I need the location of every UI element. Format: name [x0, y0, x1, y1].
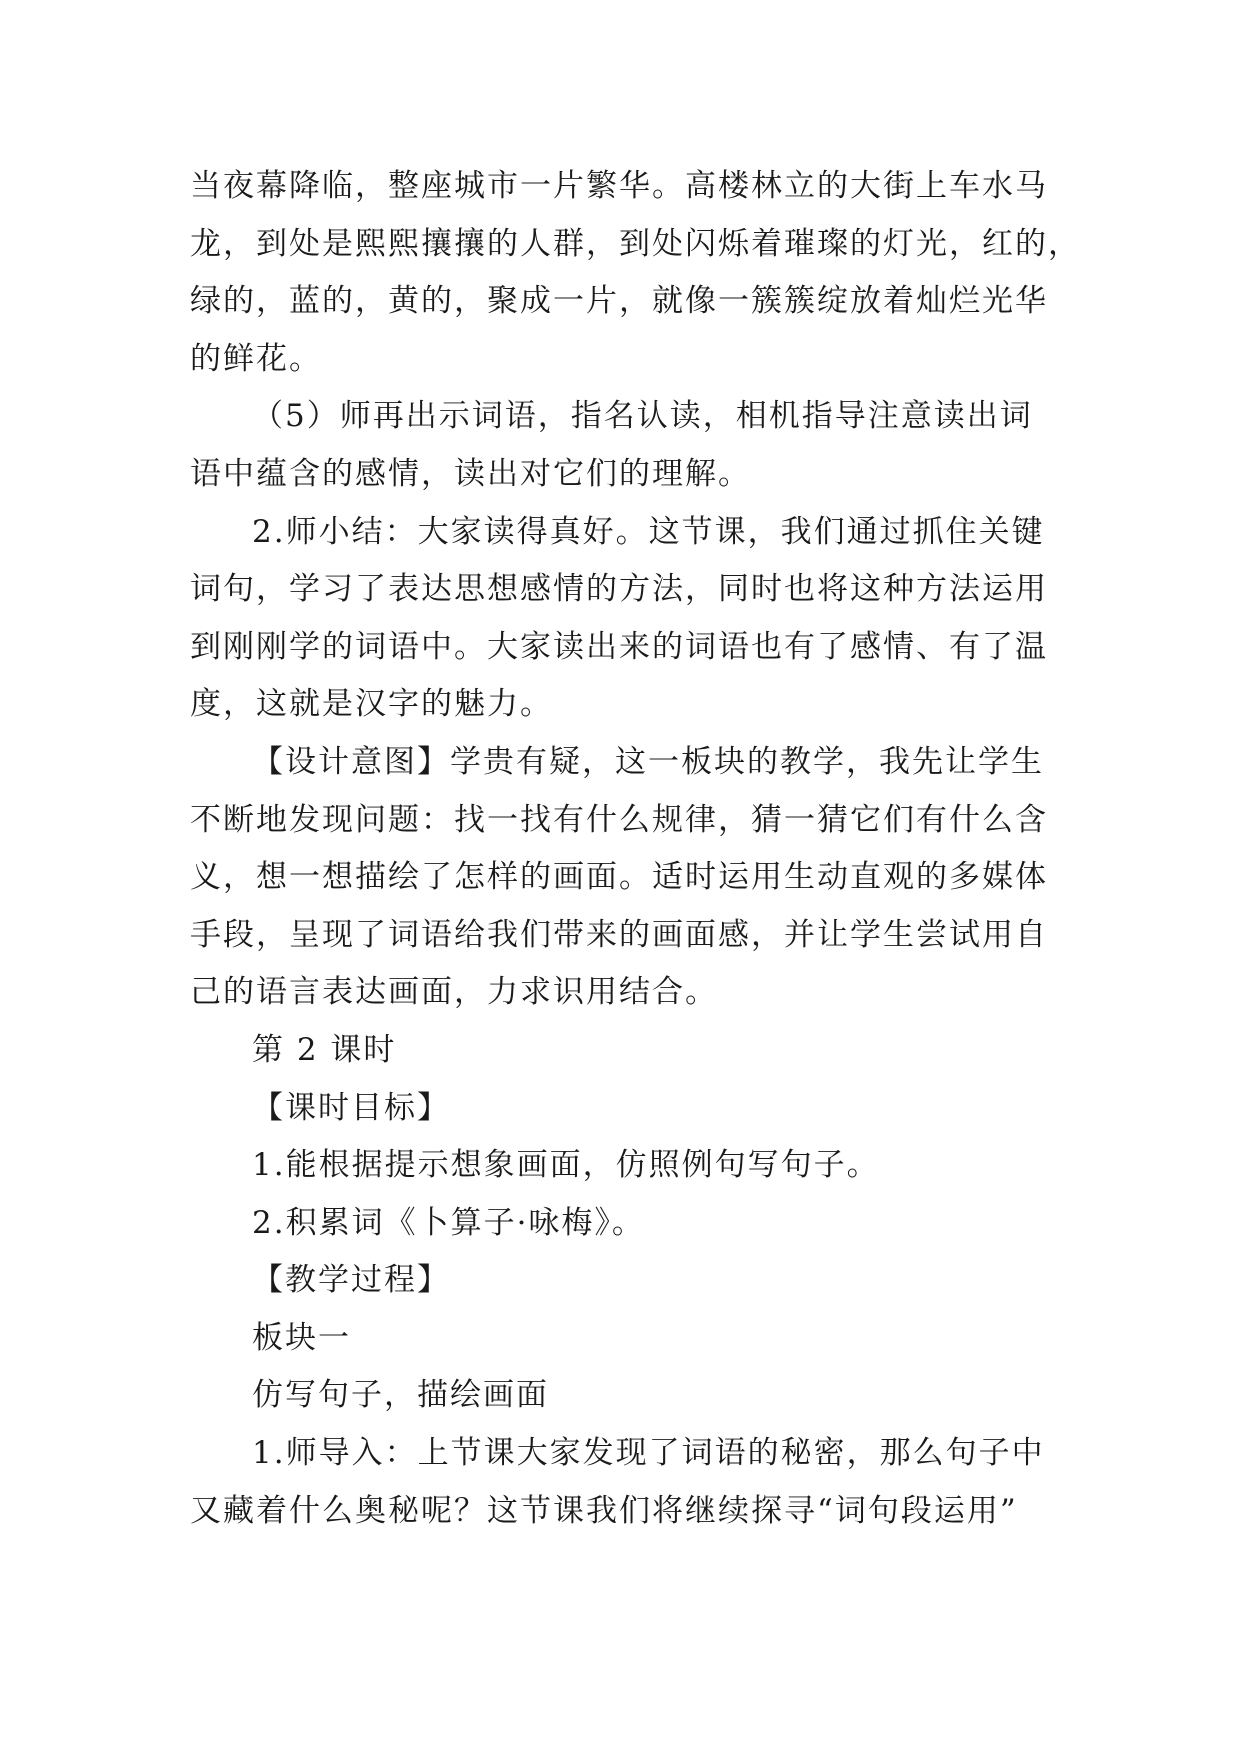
- text-line: 度，这就是汉字的魅力。: [190, 686, 553, 723]
- body-text: [190, 158, 1081, 1540]
- text-line: 1.师导入：上节课大家发现了词语的秘密，那么句子中: [252, 1435, 1045, 1472]
- text-line: 【设计意图】学贵有疑，这一板块的教学，我先让学生: [252, 743, 1044, 780]
- text-line: 2.积累词《卜算子·咏梅》。: [252, 1204, 645, 1241]
- text-line: 又藏着什么奥秘呢？这节课我们将继续探寻“词句段运用”: [190, 1492, 1018, 1529]
- text-line: 己的语言表达画面，力求识用结合。: [190, 974, 718, 1011]
- section-heading: 板块一: [252, 1319, 351, 1356]
- text-line: 龙，到处是熙熙攘攘的人群，到处闪烁着璀璨的灯光，红的，: [190, 225, 1081, 262]
- text-line: 义，想一想描绘了怎样的画面。适时运用生动直观的多媒体: [190, 859, 1048, 896]
- text-line: 语中蕴含的感情，读出对它们的理解。: [190, 455, 751, 492]
- text-line: 的鲜花。: [190, 340, 322, 377]
- section-heading: 仿写句子，描绘画面: [252, 1377, 549, 1414]
- text-line: 词句，学习了表达思想感情的方法，同时也将这种方法运用: [190, 571, 1048, 608]
- text-line: 当夜幕降临，整座城市一片繁华。高楼林立的大街上车水马: [190, 168, 1048, 204]
- text-line: 手段，呈现了词语给我们带来的画面感，并让学生尝试用自: [190, 916, 1048, 953]
- text-line: 1.能根据提示想象画面，仿照例句写句子。: [252, 1147, 880, 1184]
- text-line: 2.师小结：大家读得真好。这节课，我们通过抓住关键: [252, 513, 1045, 550]
- text-line: 到刚刚学的词语中。大家读出来的词语也有了感情、有了温: [190, 628, 1048, 665]
- text-line: 绿的，蓝的，黄的，聚成一片，就像一簇簇绽放着灿烂光华: [190, 283, 1048, 320]
- lesson-heading: 第 2 课时: [252, 1031, 397, 1068]
- text-line: （5）师再出示词语，指名认读，相机指导注意读出词: [252, 398, 1033, 435]
- section-heading: 【教学过程】: [252, 1262, 450, 1299]
- section-heading: 【课时目标】: [252, 1089, 450, 1126]
- text-line: 不断地发现问题：找一找有什么规律，猜一猜它们有什么含: [190, 801, 1048, 838]
